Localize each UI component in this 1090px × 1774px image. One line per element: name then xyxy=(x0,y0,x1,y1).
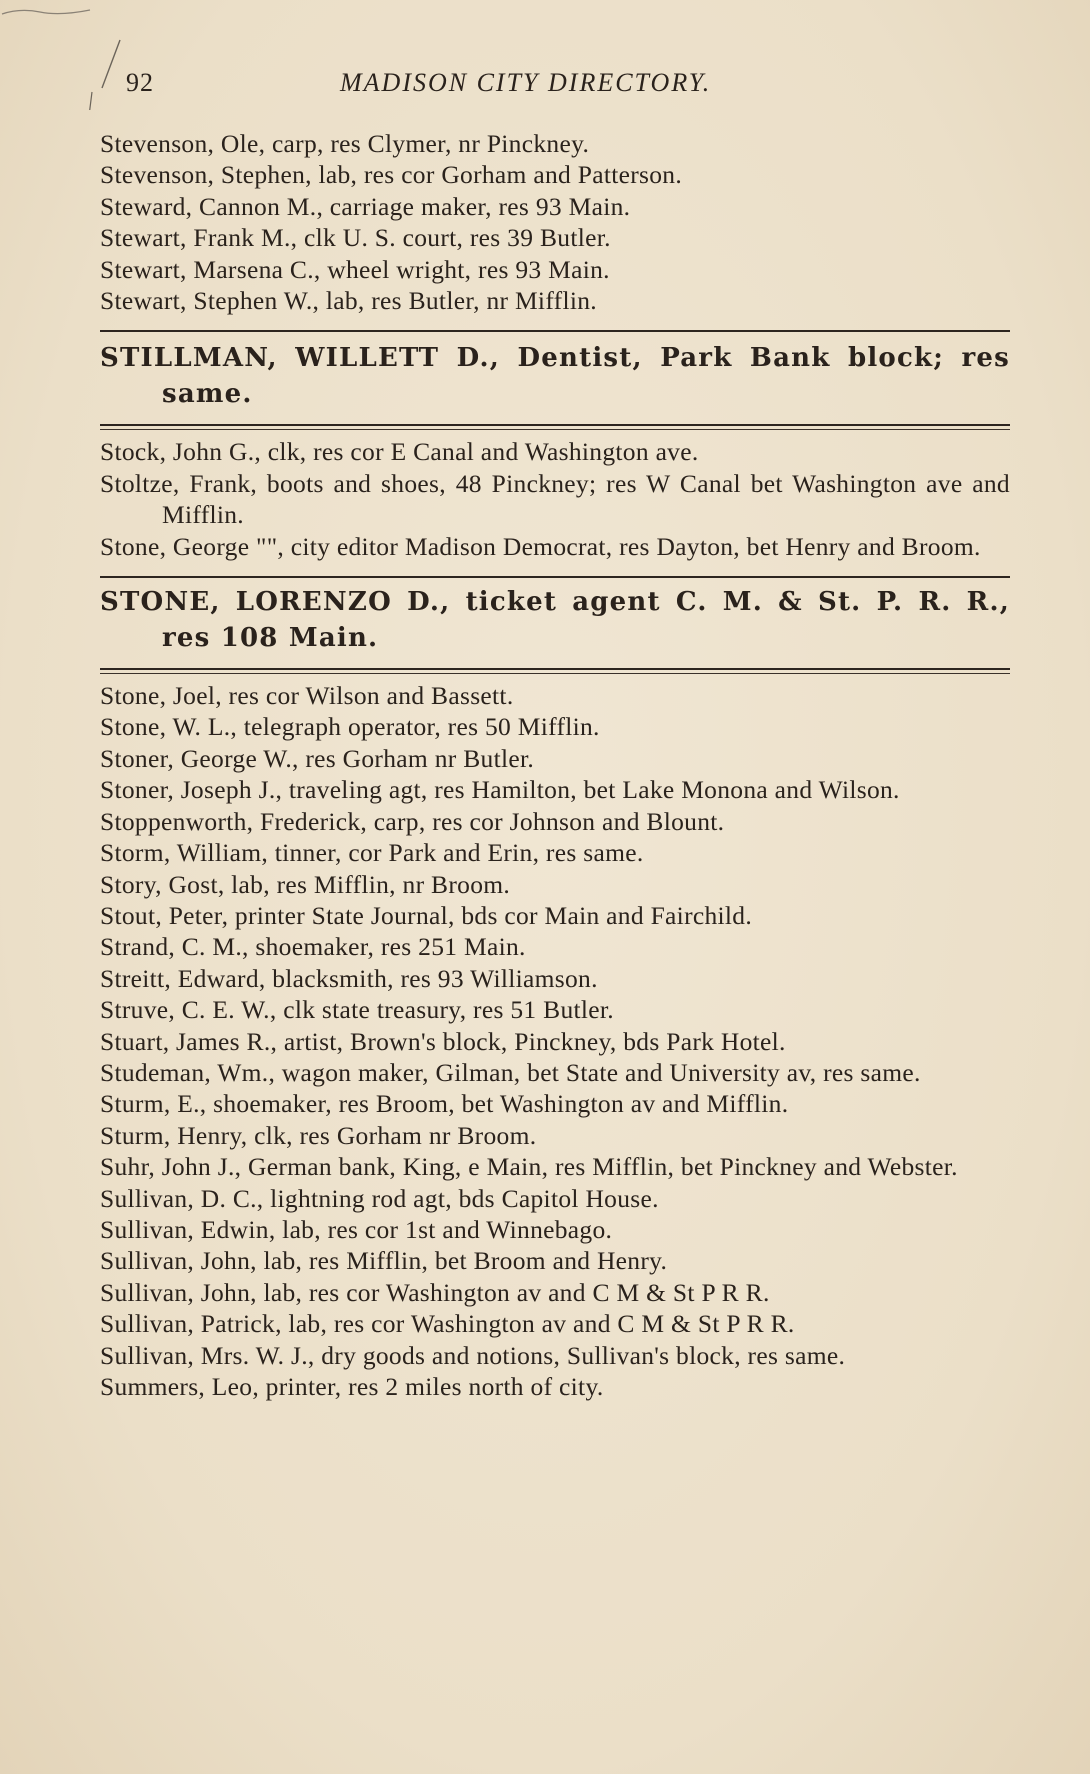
list-item: Stone, Joel, res cor Wilson and Bassett. xyxy=(100,681,514,711)
list-item: Sullivan, John, lab, res Mifflin, bet Broom and Henry. xyxy=(100,1246,668,1276)
display-listing: STILLMAN, WILLETT D., Dentist, Park Bank block; res same. xyxy=(100,343,1010,410)
list-item: Stuart, James R., artist, Brown's block, Pinckney, bds Park Hotel. xyxy=(100,1026,786,1056)
list-item: Strand, C. M., shoemaker, res 251 Main. xyxy=(100,932,526,962)
list-item: Suhr, John J., German bank, King, e Main, res Mifflin, bet Pinckney and Webster. xyxy=(100,1152,958,1182)
divider-rule xyxy=(100,668,1010,670)
page-number: 92 xyxy=(126,68,154,97)
list-item: Summers, Leo, printer, res 2 miles north of city. xyxy=(100,1372,604,1401)
list-item: Stone, W. L., telegraph operator, res 50 Mifflin. xyxy=(100,712,600,742)
list-item: Storm, William, tinner, cor Park and Erin, res same. xyxy=(100,838,644,868)
list-item: Steward, Cannon M., carriage maker, res 93 Main. xyxy=(100,191,631,221)
list-item: Stone, George "", city editor Madison Democrat, res Dayton, bet Henry and Broom. xyxy=(100,531,981,561)
list-item: Stoltze, Frank, boots and shoes, 48 Pinckney; res W Canal bet Washington ave and Mifflin. xyxy=(100,468,1010,530)
divider-rule xyxy=(100,576,1010,578)
list-item: Struve, C. E. W., clk state treasury, res 51 Butler. xyxy=(100,995,614,1025)
list-item: Sullivan, John, lab, res cor Washington av and C M & St P R R. xyxy=(100,1277,770,1307)
list-item: Stevenson, Ole, carp, res Clymer, nr Pinckney. xyxy=(100,129,590,158)
divider-rule xyxy=(100,673,1010,674)
list-item: Stewart, Frank M., clk U. S. court, res 39 Butler. xyxy=(100,223,611,253)
list-item: Stewart, Marsena C., wheel wright, res 93 Main. xyxy=(100,254,610,284)
page-header xyxy=(100,68,1000,108)
divider-rule xyxy=(100,330,1010,332)
list-item: Streitt, Edward, blacksmith, res 93 Williamson. xyxy=(100,963,598,993)
divider-rule xyxy=(100,424,1010,426)
list-item: Stevenson, Stephen, lab, res cor Gorham and Patterson. xyxy=(100,160,683,190)
list-item: Stewart, Stephen W., lab, res Butler, nr Mifflin. xyxy=(100,286,597,316)
display-listing: STONE, LORENZO D., ticket agent C. M. & St. P. R. R., res 108 Main. xyxy=(100,587,1010,654)
running-title: MADISON CITY DIRECTORY. xyxy=(340,68,712,97)
list-item: Sullivan, Patrick, lab, res cor Washington av and C M & St P R R. xyxy=(100,1309,795,1339)
list-item: Sullivan, Edwin, lab, res cor 1st and Winnebago. xyxy=(100,1214,613,1244)
list-item: Stout, Peter, printer State Journal, bds cor Main and Fairchild. xyxy=(100,900,753,930)
list-item: Stoner, George W., res Gorham nr Butler. xyxy=(100,743,535,773)
divider-rule xyxy=(100,429,1010,430)
list-item: Stock, John G., clk, res cor E Canal and Washington ave. xyxy=(100,437,699,467)
entry-group-b xyxy=(100,436,1010,562)
list-item: Stoner, Joseph J., traveling agt, res Hamilton, bet Lake Monona and Wilson. xyxy=(100,775,900,805)
list-item: Sturm, Henry, clk, res Gorham nr Broom. xyxy=(100,1120,537,1150)
list-item: Sullivan, Mrs. W. J., dry goods and notions, Sullivan's block, res same. xyxy=(100,1340,846,1370)
list-item: Sturm, E., shoemaker, res Broom, bet Washington av and Mifflin. xyxy=(100,1089,789,1119)
directory-listing xyxy=(100,128,1010,1402)
entry-group-c xyxy=(100,680,1010,1402)
list-item: Story, Gost, lab, res Mifflin, nr Broom. xyxy=(100,869,511,899)
list-item: Studeman, Wm., wagon maker, Gilman, bet State and University av, res same. xyxy=(100,1057,921,1087)
list-item: Stoppenworth, Frederick, carp, res cor Johnson and Blount. xyxy=(100,806,725,836)
entry-group-a xyxy=(100,128,1010,316)
list-item: Sullivan, D. C., lightning rod agt, bds Capitol House. xyxy=(100,1183,659,1213)
